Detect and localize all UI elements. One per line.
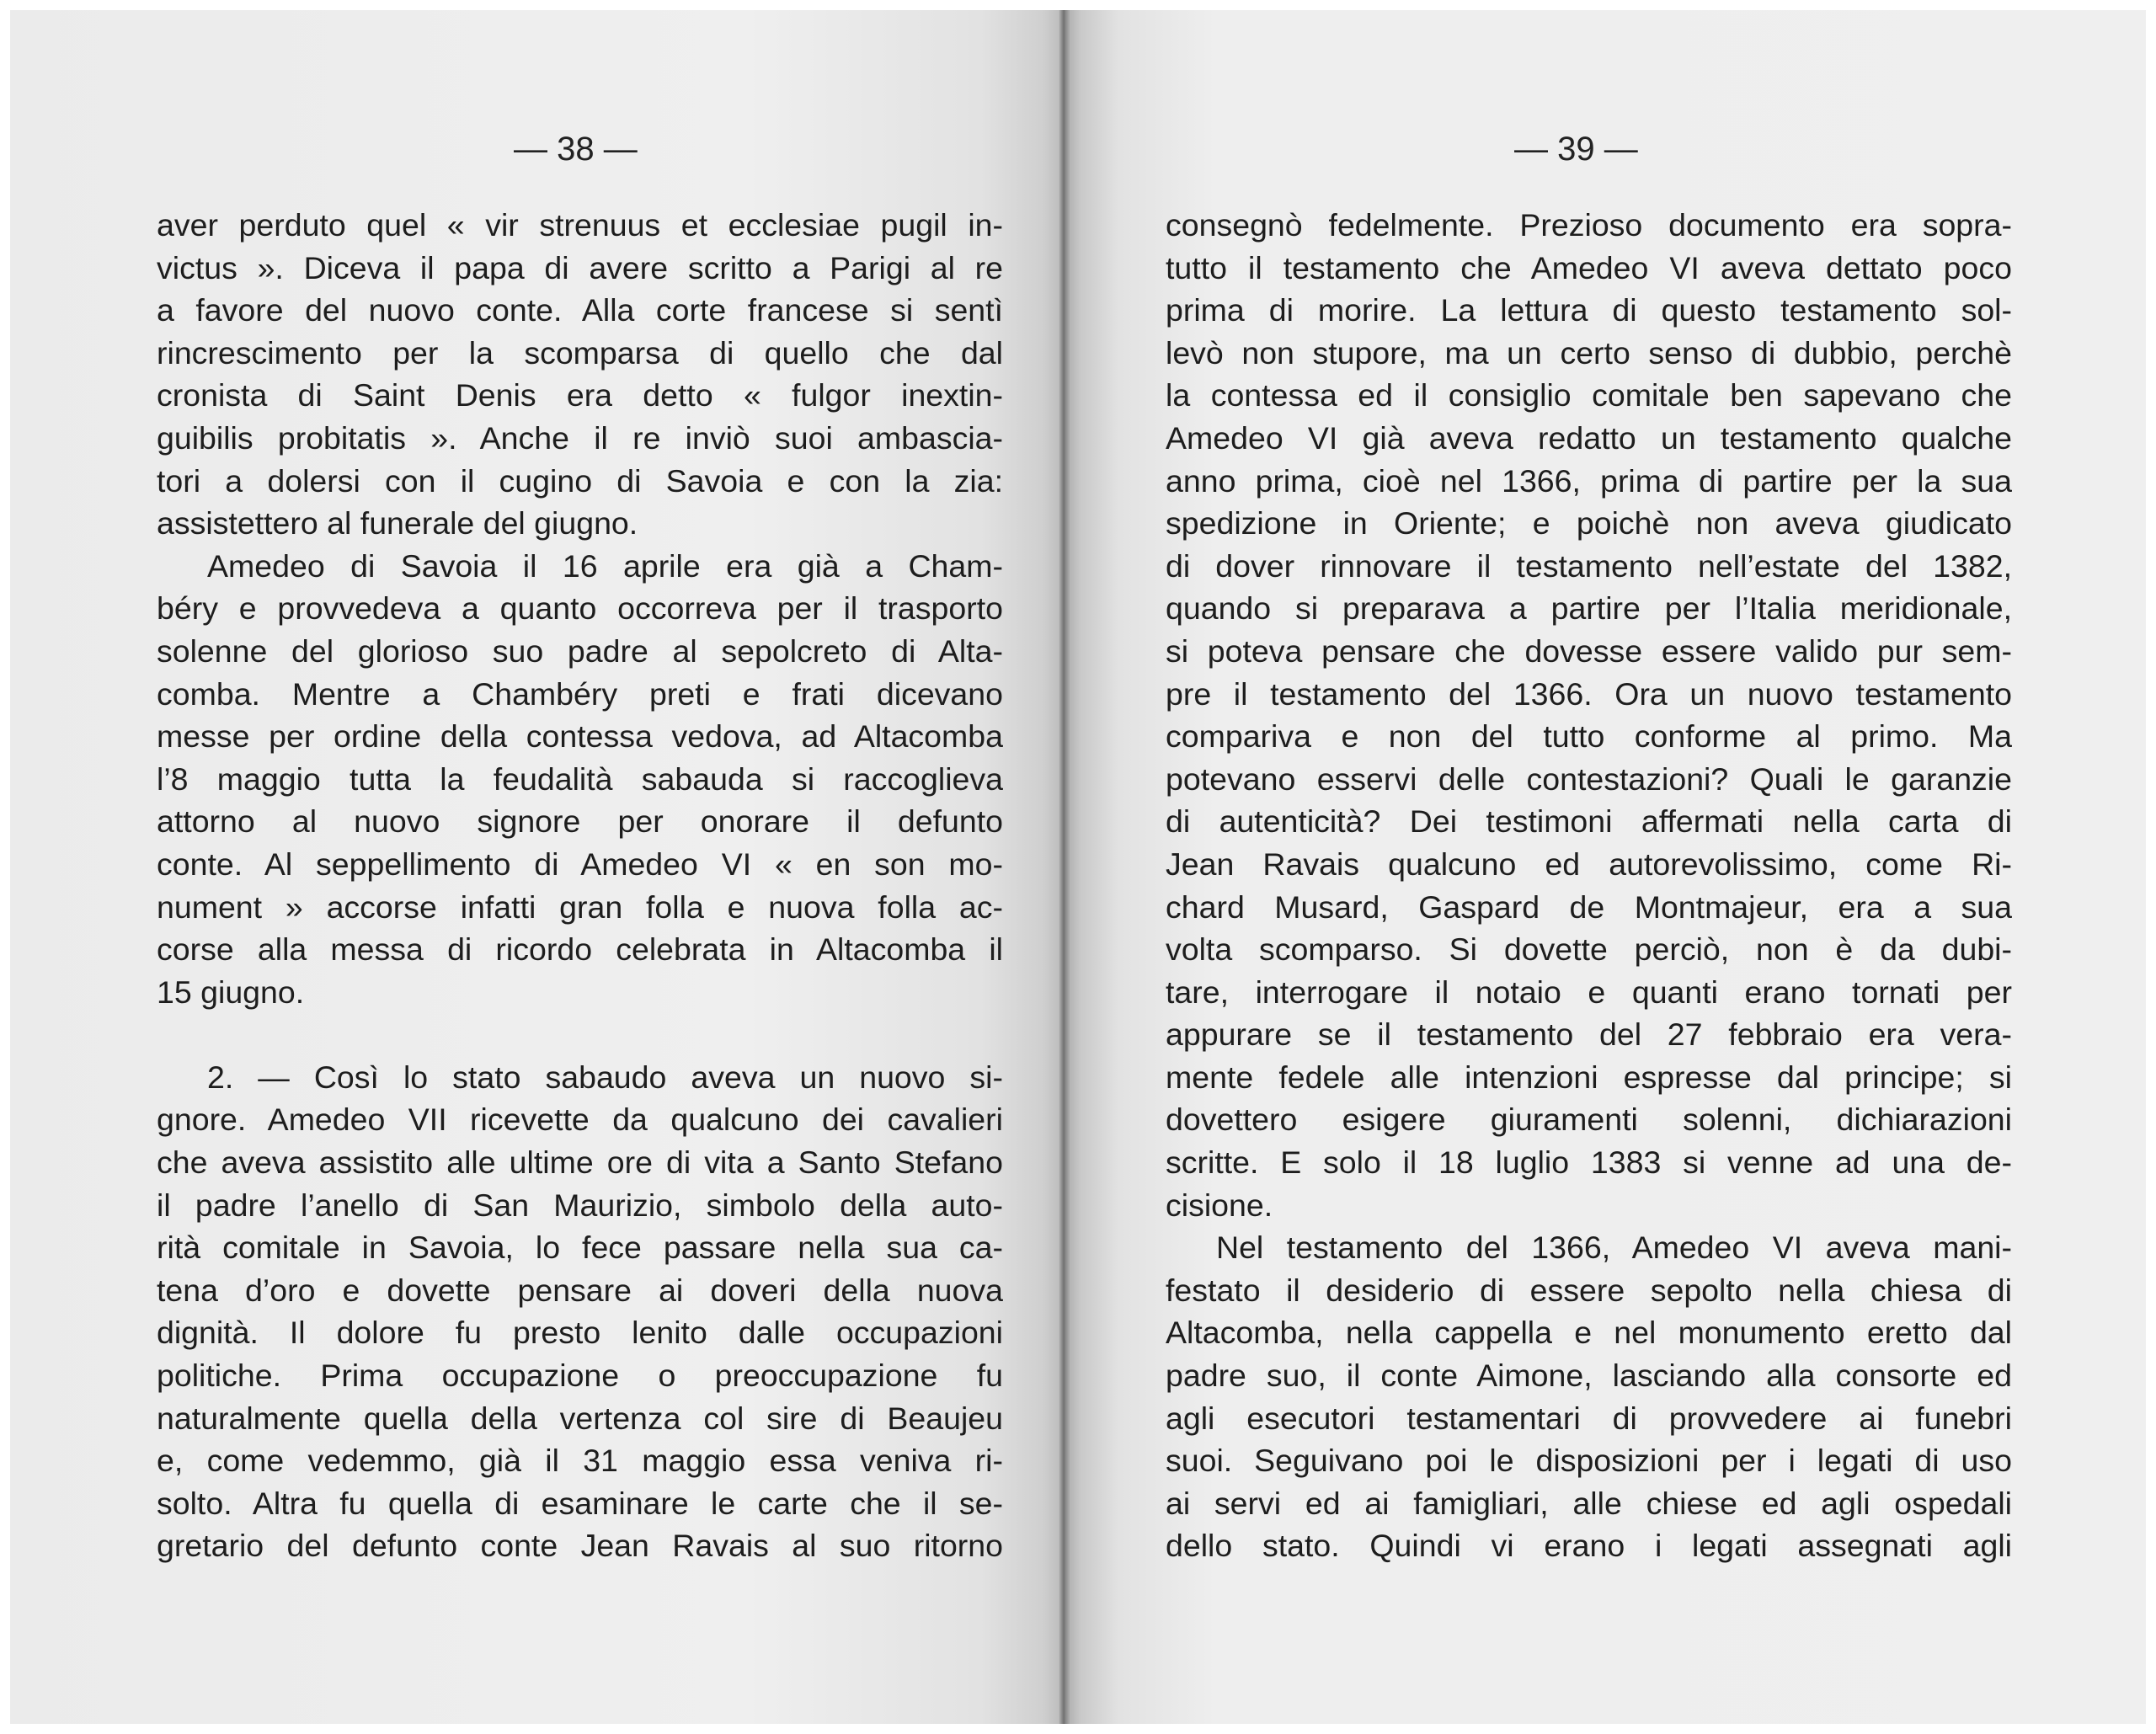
text-line: a favore del nuovo conte. Alla corte francese si sentì [157,292,1003,328]
text-line: mente fedele alle intenzioni espresse dal principe; si [1166,1059,2012,1095]
text-line: spedizione in Oriente; e poichè non aveva giudicato [1166,505,2012,542]
text-line: 15 giugno. [157,974,305,1010]
text-line: Amedeo VI già aveva redatto un testamento qualche [1166,419,2012,456]
text-line: e, come vedemmo, già il 31 maggio essa veniva ri- [157,1443,1003,1479]
text-line: 2. — Così lo stato sabaudo aveva un nuovo si- [207,1059,1003,1095]
text-line: guibilis probitatis ». Anche il re inviò suoi ambascia- [157,419,1003,456]
text-line: tori a dolersi con il cugino di Savoia e con la zia: [157,462,1003,499]
text-line: dignità. Il dolore fu presto lenito dalle occupazioni [157,1315,1003,1351]
text-line: Amedeo di Savoia il 16 aprile era già a Cham- [207,547,1003,584]
text-line: tena d’oro e dovette pensare ai doveri della nuova [157,1272,1003,1308]
text-line: Altacomba, nella cappella e nel monumento eretto dal [1166,1315,2012,1351]
text-line: suoi. Seguivano poi le disposizioni per i legati di uso [1166,1443,2012,1479]
text-line: compariva e non del tutto conforme al primo. Ma [1166,718,2012,755]
text-line: comba. Mentre a Chambéry preti e frati dicevano [157,675,1003,712]
book-gutter [1058,10,1071,1724]
text-line: cronista di Saint Denis era detto « fulgor inextin- [157,377,1003,413]
text-line: rità comitale in Savoia, lo fece passare nella sua ca- [157,1230,1003,1266]
text-line: victus ». Diceva il papa di avere scritto a Parigi al re [157,249,1003,285]
page-number: — 39 — [1514,131,1638,168]
text-line: cisione. [1166,1187,1273,1223]
text-line: che aveva assistito alle ultime ore di vita a Santo Stefano [157,1144,1003,1181]
paragraph-gap [157,1013,1003,1056]
text-line: solenne del glorioso suo padre al sepolcreto di Alta- [157,632,1003,669]
book-spread [10,10,2146,1724]
text-line: levò non stupore, ma un certo senso di dubbio, perchè [1166,334,2012,371]
text-line: quando si preparava a partire per l’Italia meridionale, [1166,590,2012,627]
right-page [1065,10,2146,1724]
text-line: gretario del defunto conte Jean Ravais al suo ritorno [157,1528,1003,1564]
text-line: attorno al nuovo signore per onorare il defunto [157,803,1003,840]
text-line: pre il testamento del 1366. Ora un nuovo testamento [1166,675,2012,712]
text-line: consegnò fedelmente. Prezioso documento era sopra- [1166,207,2012,243]
text-line: rincrescimento per la scomparsa di quello che dal [157,334,1003,371]
text-line: naturalmente quella della vertenza col sire di Beaujeu [157,1400,1003,1436]
text-line: si poteva pensare che dovesse essere valido pur sem- [1166,632,2012,669]
text-line: l’8 maggio tutta la feudalità sabauda si raccoglieva [157,760,1003,797]
text-line: tare, interrogare il notaio e quanti erano tornati per [1166,974,2012,1010]
text-line: nument » accorse infatti gran folla e nuova folla ac- [157,888,1003,925]
text-line: agli esecutori testamentari di provvedere ai funebri [1166,1400,2012,1436]
text-line: tutto il testamento che Amedeo VI aveva dettato poco [1166,249,2012,285]
text-line: prima di morire. La lettura di questo testamento sol- [1166,292,2012,328]
text-line: di dover rinnovare il testamento nell’estate del 1382, [1166,547,2012,584]
text-line: béry e provvedeva a quanto occorreva per il trasporto [157,590,1003,627]
page-number: — 38 — [514,131,638,168]
text-line: solto. Altra fu quella di esaminare le carte che il se- [157,1485,1003,1521]
text-line: assistettero al funerale del giugno. [157,505,638,542]
text-line: festato il desiderio di essere sepolto nella chiesa di [1166,1272,2012,1308]
text-line: messe per ordine della contessa vedova, ad Altacomba [157,718,1003,755]
page-text [1166,204,2012,1567]
text-line: appurare se il testamento del 27 febbraio era vera- [1166,1016,2012,1053]
text-line: dello stato. Quindi vi erano i legati assegnati agli [1166,1528,2012,1564]
text-line: conte. Al seppellimento di Amedeo VI « en son mo- [157,846,1003,882]
page-text [157,204,1003,1567]
text-line: gnore. Amedeo VII ricevette da qualcuno dei cavalieri [157,1102,1003,1138]
text-line: la contessa ed il consiglio comitale ben sapevano che [1166,377,2012,413]
text-line: volta scomparso. Si dovette perciò, non è da dubi- [1166,931,2012,968]
text-line: Jean Ravais qualcuno ed autorevolissimo, come Ri- [1166,846,2012,882]
text-line: potevano esservi delle contestazioni? Quali le garanzie [1166,760,2012,797]
text-line: il padre l’anello di San Maurizio, simbolo della auto- [157,1187,1003,1223]
text-line: corse alla messa di ricordo celebrata in Altacomba il [157,931,1003,968]
left-page [10,10,1065,1724]
text-line: anno prima, cioè nel 1366, prima di partire per la sua [1166,462,2012,499]
text-line: chard Musard, Gaspard de Montmajeur, era a sua [1166,888,2012,925]
text-line: di autenticità? Dei testimoni affermati nella carta di [1166,803,2012,840]
text-line: dovettero esigere giuramenti solenni, dichiarazioni [1166,1102,2012,1138]
text-line: scritte. E solo il 18 luglio 1383 si venne ad una de- [1166,1144,2012,1181]
text-line: ai servi ed ai famigliari, alle chiese ed agli ospedali [1166,1485,2012,1521]
text-line: aver perduto quel « vir strenuus et ecclesiae pugil in- [157,207,1003,243]
text-line: politiche. Prima occupazione o preoccupazione fu [157,1358,1003,1394]
text-line: padre suo, il conte Aimone, lasciando alla consorte ed [1166,1358,2012,1394]
text-line: Nel testamento del 1366, Amedeo VI aveva mani- [1216,1230,2012,1266]
